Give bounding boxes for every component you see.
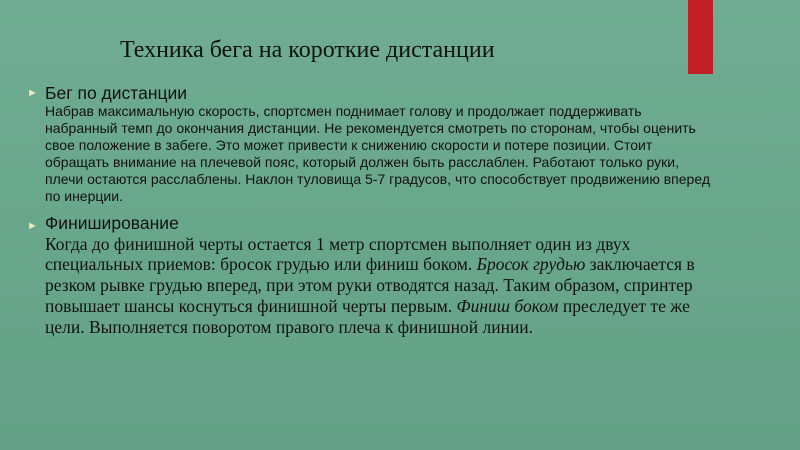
italic-term: Бросок грудью <box>476 254 586 275</box>
section-distance-running <box>27 84 717 205</box>
section-heading: Финиширование <box>45 213 179 233</box>
red-accent-bar <box>688 0 713 74</box>
italic-term: Финиш боком <box>456 295 559 316</box>
section-body: Набрав максимальную скорость, спортсмен поднимает голову и продолжает поддерживать набранный темп до окончания дистанции. Не рекомендуется смотреть по сторонам, чтобы оценить свое положение в забеге. Это может привести к снижению скорости и потере позиции. Стоит обращать внимание на плечевой пояс, который должен быть расслаблен. Работают только руки, плечи остаются расслаблены. Наклон туловища 5-7 градусов, что способствует продвижению вперед по инерции. <box>45 103 710 204</box>
slide-title: Техника бега на короткие дистанции <box>120 37 495 63</box>
body-text: Когда до финишной черты остается 1 метр спортсмен выполняет один из двух специальных приемов: бросок грудью или финиш боком. <box>45 233 631 275</box>
bullet-arrow-icon: ► <box>27 220 38 232</box>
slide-content <box>27 84 717 337</box>
section-finishing <box>27 213 717 337</box>
section-heading: Бег по дистанции <box>45 83 188 103</box>
body-text: преследует те же цели. Выполняется поворотом правого плеча к финишной линии. <box>45 295 690 337</box>
bullet-arrow-icon: ► <box>27 87 38 99</box>
section-body <box>45 234 717 338</box>
body-text: заключается в резком рывке грудью вперед, при этом руки отводятся назад. Таким образом, спринтер повышает шансы коснуться финишной черты первым. <box>45 254 695 316</box>
